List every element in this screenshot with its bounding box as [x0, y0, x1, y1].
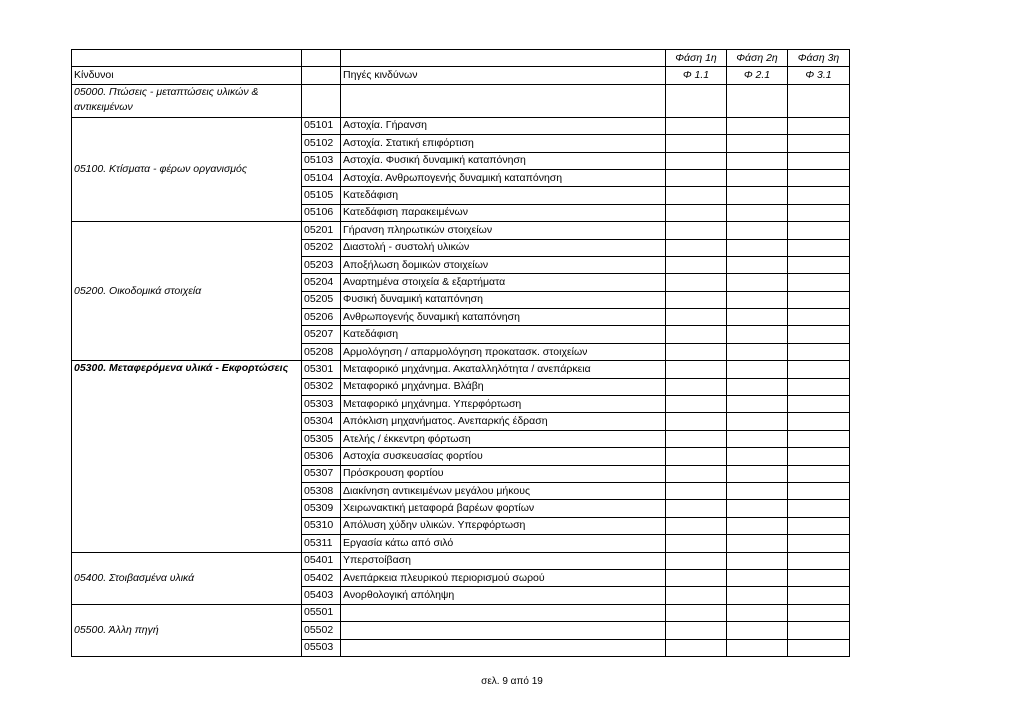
- header-empty-cell: [302, 67, 341, 84]
- phase-2-cell: [727, 622, 788, 639]
- source-description: [341, 622, 666, 639]
- source-description: Αστοχία συσκευασίας φορτίου: [341, 448, 666, 465]
- hazard-category: 05000. Πτώσεις - μεταπτώσεις υλικών & αντικειμένων: [72, 84, 302, 117]
- phase-2-cell: [727, 256, 788, 273]
- source-code: 05403: [302, 587, 341, 604]
- source-code: 05208: [302, 343, 341, 360]
- source-code: 05306: [302, 448, 341, 465]
- phase-3-cell: [788, 309, 850, 326]
- phase-2-cell: [727, 552, 788, 569]
- source-code: 05101: [302, 117, 341, 134]
- source-description: [341, 604, 666, 621]
- source-code: 05103: [302, 152, 341, 169]
- phase-3-cell: [788, 378, 850, 395]
- phase-1-header: Φάση 1η: [666, 50, 727, 67]
- phase-2-cell: [727, 326, 788, 343]
- phase-3-header: Φάση 3η: [788, 50, 850, 67]
- phase-2-cell: [727, 204, 788, 221]
- phase-1-cell: [666, 343, 727, 360]
- phase-2-cell: [727, 117, 788, 134]
- phase-3-cell: [788, 239, 850, 256]
- table-row: [72, 552, 850, 569]
- source-code: 05401: [302, 552, 341, 569]
- phase-1-cell: [666, 482, 727, 499]
- phase-2-header: Φάση 2η: [727, 50, 788, 67]
- phase-1-cell: [666, 291, 727, 308]
- phase-3-cell: [788, 204, 850, 221]
- phase-3-cell: [788, 535, 850, 552]
- source-description: Υπερστοίβαση: [341, 552, 666, 569]
- source-code: 05305: [302, 430, 341, 447]
- header-empty-cell: [72, 50, 302, 67]
- phase-1-cell: [666, 413, 727, 430]
- phase-1-cell: [666, 274, 727, 291]
- phase-2-cell: [727, 482, 788, 499]
- hazard-category: 05300. Μεταφερόμενα υλικά - Εκφορτώσεις: [72, 361, 302, 552]
- source-code: 05201: [302, 222, 341, 239]
- source-code: 05106: [302, 204, 341, 221]
- phase-1-cell: [666, 587, 727, 604]
- phase-1-cell: [666, 152, 727, 169]
- source-description: Ανθρωπογενής δυναμική καταπόνηση: [341, 309, 666, 326]
- source-description: Μεταφορικό μηχάνημα. Υπερφόρτωση: [341, 396, 666, 413]
- phase-3-cell: [788, 430, 850, 447]
- phase-1-cell: [666, 326, 727, 343]
- phase-3-cell: [788, 152, 850, 169]
- phase-3-cell: [788, 517, 850, 534]
- phase-3-cell: [788, 222, 850, 239]
- source-description: Μεταφορικό μηχάνημα. Βλάβη: [341, 378, 666, 395]
- phase-2-cell: [727, 413, 788, 430]
- source-description: Ανορθολογική απόληψη: [341, 587, 666, 604]
- phase-3-cell: [788, 500, 850, 517]
- source-code: 05402: [302, 569, 341, 586]
- phase-1-cell: [666, 396, 727, 413]
- source-code: [302, 84, 341, 117]
- phase-1-cell: [666, 117, 727, 134]
- phase-3-cell: [788, 361, 850, 378]
- phase-1-cell: [666, 204, 727, 221]
- table-row: [72, 84, 850, 117]
- source-code: 05102: [302, 135, 341, 152]
- phase-2-cell: [727, 84, 788, 117]
- source-code: 05207: [302, 326, 341, 343]
- phase-3-cell: [788, 396, 850, 413]
- source-description: Φυσική δυναμική καταπόνηση: [341, 291, 666, 308]
- phase-2-cell: [727, 396, 788, 413]
- phase-2-cell: [727, 465, 788, 482]
- source-code: 05308: [302, 482, 341, 499]
- source-code: 05503: [302, 639, 341, 656]
- phase-2-cell: [727, 361, 788, 378]
- phase-3-cell: [788, 448, 850, 465]
- phase-1-cell: [666, 604, 727, 621]
- header-empty-cell: [341, 50, 666, 67]
- phase-2-cell: [727, 152, 788, 169]
- phase-1-cell: [666, 622, 727, 639]
- phase-3-cell: [788, 84, 850, 117]
- column-header-row: [72, 67, 850, 84]
- source-description: Μεταφορικό μηχάνημα. Ακαταλληλότητα / ανεπάρκεια: [341, 361, 666, 378]
- source-description: Κατεδάφιση: [341, 187, 666, 204]
- phase-2-cell: [727, 448, 788, 465]
- phase-1-cell: [666, 465, 727, 482]
- phase-3-cell: [788, 569, 850, 586]
- phase-1-code: Φ 1.1: [666, 67, 727, 84]
- table-row: [72, 604, 850, 621]
- source-description: Αστοχία. Φυσική δυναμική καταπόνηση: [341, 152, 666, 169]
- sources-column-header: Πηγές κινδύνων: [341, 67, 666, 84]
- phase-2-cell: [727, 430, 788, 447]
- source-code: 05309: [302, 500, 341, 517]
- source-description: [341, 84, 666, 117]
- source-code: 05501: [302, 604, 341, 621]
- phase-1-cell: [666, 239, 727, 256]
- source-code: 05104: [302, 169, 341, 186]
- source-description: Αστοχία. Ανθρωπογενής δυναμική καταπόνηση: [341, 169, 666, 186]
- phase-3-cell: [788, 256, 850, 273]
- hazard-category: 05100. Κτίσματα - φέρων οργανισμός: [72, 117, 302, 221]
- phase-2-cell: [727, 569, 788, 586]
- hazard-sources-table: [71, 49, 850, 657]
- phase-3-cell: [788, 622, 850, 639]
- phase-1-cell: [666, 309, 727, 326]
- phase-1-cell: [666, 569, 727, 586]
- source-code: 05203: [302, 256, 341, 273]
- phase-2-cell: [727, 587, 788, 604]
- phase-1-cell: [666, 84, 727, 117]
- phase-2-cell: [727, 378, 788, 395]
- source-code: 05105: [302, 187, 341, 204]
- phase-2-code: Φ 2.1: [727, 67, 788, 84]
- phase-3-cell: [788, 639, 850, 656]
- hazards-column-header: Κίνδυνοι: [72, 67, 302, 84]
- phase-1-cell: [666, 256, 727, 273]
- source-code: 05302: [302, 378, 341, 395]
- table-row: [72, 222, 850, 239]
- source-description: [341, 639, 666, 656]
- source-description: Διαστολή - συστολή υλικών: [341, 239, 666, 256]
- phase-2-cell: [727, 639, 788, 656]
- source-description: Αποξήλωση δομικών στοιχείων: [341, 256, 666, 273]
- source-description: Αρμολόγηση / απαρμολόγηση προκατασκ. στοιχείων: [341, 343, 666, 360]
- table-row: [72, 117, 850, 134]
- phase-2-cell: [727, 135, 788, 152]
- table-row: [72, 361, 850, 378]
- source-code: 05310: [302, 517, 341, 534]
- phase-2-cell: [727, 535, 788, 552]
- source-description: Γήρανση πληρωτικών στοιχείων: [341, 222, 666, 239]
- source-code: 05502: [302, 622, 341, 639]
- phase-3-cell: [788, 187, 850, 204]
- source-description: Ανεπάρκεια πλευρικού περιορισμού σωρού: [341, 569, 666, 586]
- source-code: 05304: [302, 413, 341, 430]
- phase-1-cell: [666, 448, 727, 465]
- source-code: 05206: [302, 309, 341, 326]
- source-code: 05202: [302, 239, 341, 256]
- phase-3-cell: [788, 135, 850, 152]
- phase-2-cell: [727, 169, 788, 186]
- source-description: Κατεδάφιση παρακειμένων: [341, 204, 666, 221]
- phase-3-cell: [788, 413, 850, 430]
- source-description: Απόλυση χύδην υλικών. Υπερφόρτωση: [341, 517, 666, 534]
- phase-3-code: Φ 3.1: [788, 67, 850, 84]
- hazard-category: 05500. Άλλη πηγή: [72, 604, 302, 656]
- source-description: Αστοχία. Γήρανση: [341, 117, 666, 134]
- phase-2-cell: [727, 309, 788, 326]
- phase-2-cell: [727, 222, 788, 239]
- phase-3-cell: [788, 291, 850, 308]
- source-description: Χειρωνακτική μεταφορά βαρέων φορτίων: [341, 500, 666, 517]
- phase-1-cell: [666, 500, 727, 517]
- phase-2-cell: [727, 187, 788, 204]
- phase-3-cell: [788, 587, 850, 604]
- phase-3-cell: [788, 117, 850, 134]
- phase-1-cell: [666, 639, 727, 656]
- hazard-category: 05200. Οικοδομικά στοιχεία: [72, 222, 302, 361]
- phase-3-cell: [788, 552, 850, 569]
- source-description: Εργασία κάτω από σιλό: [341, 535, 666, 552]
- phase-1-cell: [666, 517, 727, 534]
- phase-2-cell: [727, 343, 788, 360]
- phase-3-cell: [788, 274, 850, 291]
- phase-3-cell: [788, 326, 850, 343]
- source-description: Κατεδάφιση: [341, 326, 666, 343]
- phase-1-cell: [666, 135, 727, 152]
- phase-3-cell: [788, 169, 850, 186]
- source-code: 05205: [302, 291, 341, 308]
- source-description: Διακίνηση αντικειμένων μεγάλου μήκους: [341, 482, 666, 499]
- phase-1-cell: [666, 222, 727, 239]
- phase-1-cell: [666, 430, 727, 447]
- phase-3-cell: [788, 482, 850, 499]
- header-empty-cell: [302, 50, 341, 67]
- phase-3-cell: [788, 343, 850, 360]
- phase-2-cell: [727, 604, 788, 621]
- source-code: 05307: [302, 465, 341, 482]
- phase-1-cell: [666, 187, 727, 204]
- source-description: Αστοχία. Στατική επιφόρτιση: [341, 135, 666, 152]
- source-description: Απόκλιση μηχανήματος. Ανεπαρκής έδραση: [341, 413, 666, 430]
- source-description: Αναρτημένα στοιχεία & εξαρτήματα: [341, 274, 666, 291]
- phase-1-cell: [666, 535, 727, 552]
- phase-2-cell: [727, 500, 788, 517]
- source-description: Ατελής / έκκεντρη φόρτωση: [341, 430, 666, 447]
- source-code: 05311: [302, 535, 341, 552]
- phase-2-cell: [727, 274, 788, 291]
- hazard-category: 05400. Στοιβασμένα υλικά: [72, 552, 302, 604]
- phase-3-cell: [788, 604, 850, 621]
- source-description: Πρόσκρουση φορτίου: [341, 465, 666, 482]
- source-code: 05204: [302, 274, 341, 291]
- source-code: 05301: [302, 361, 341, 378]
- phase-1-cell: [666, 552, 727, 569]
- phase-2-cell: [727, 239, 788, 256]
- phase-2-cell: [727, 291, 788, 308]
- page-number: σελ. 9 από 19: [481, 676, 543, 687]
- phase-2-cell: [727, 517, 788, 534]
- phase-1-cell: [666, 361, 727, 378]
- source-code: 05303: [302, 396, 341, 413]
- phase-1-cell: [666, 169, 727, 186]
- phase-header-row: [72, 50, 850, 67]
- phase-3-cell: [788, 465, 850, 482]
- phase-1-cell: [666, 378, 727, 395]
